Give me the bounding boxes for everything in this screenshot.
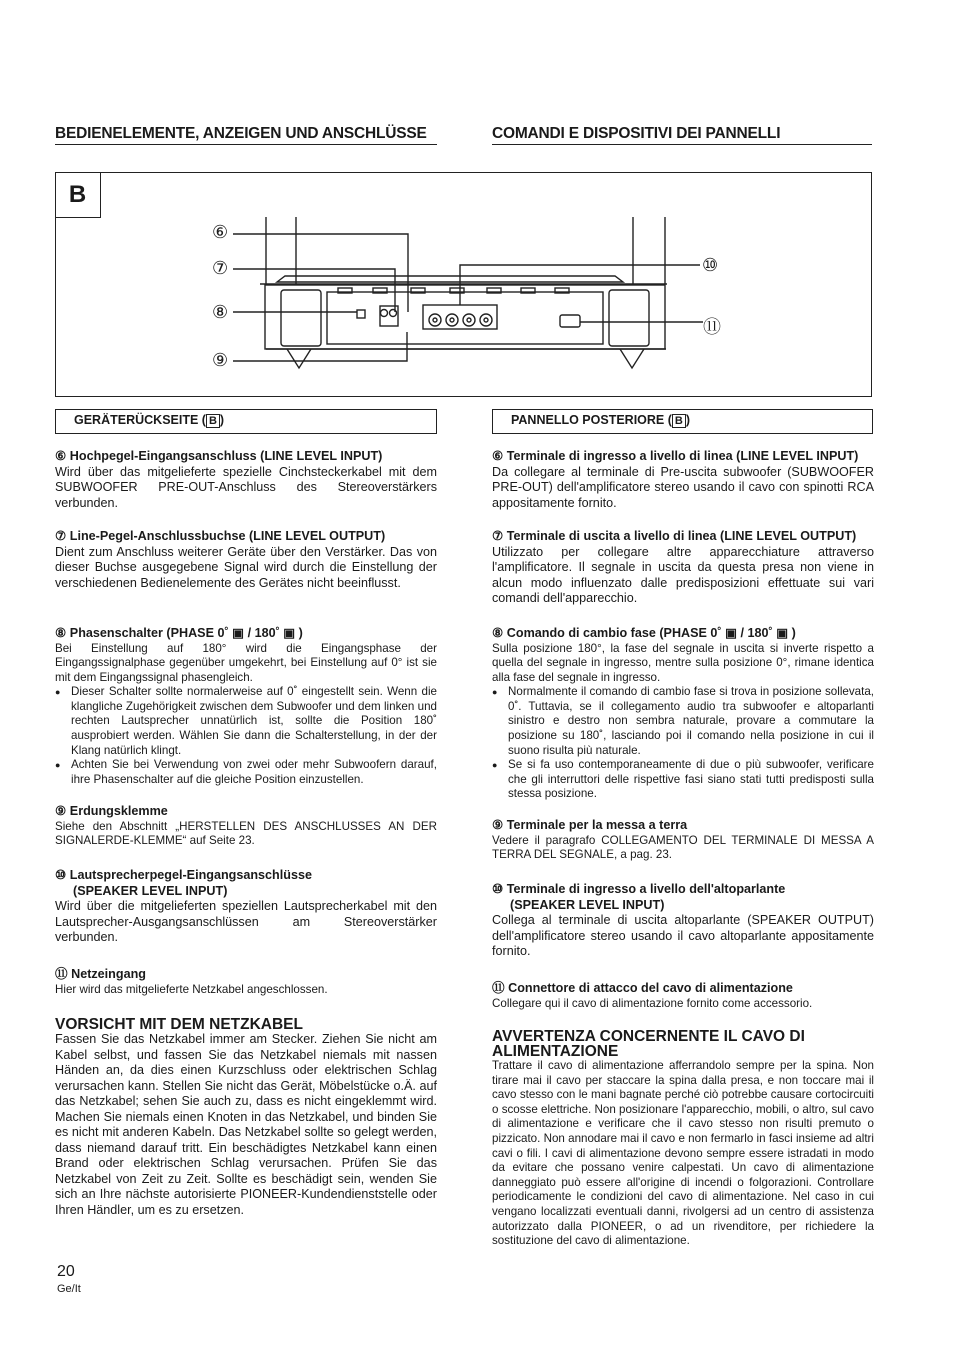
- item-11-de: ⑪ Netzeingang Hier wird das mitgelieferte Netzkabel angeschlossen.: [55, 967, 328, 996]
- callout-10: ⑩: [702, 255, 719, 275]
- rear-panel-diagram: [55, 172, 872, 397]
- item-11-it: ⑪ Connettore di attacco del cavo di alimentazione Collegare qui il cavo di alimentazione fornito come accessorio.: [492, 981, 813, 1010]
- item-8-de: ⑧ Phasenschalter (PHASE 0˚ ▣ / 180˚ ▣ ) Bei Einstellung auf 180° wird die Eingangsphase der Eingangssignalphase gegenüber umgekehrt, bei Einstellung auf 0° ist sie mit dem Eingangssignal phasengleich. ● Dieser Schalter sollte normalerweise auf 0˚ eingestellt sein. Wenn die klangliche Zugehörigkeit zwischen dem Subwoofer und dem linken und rechten Lautsprecher unnatürlich ist, sollte die Position 180˚ ausprobiert werden. Wählen Sie dann die Schalterstellung, in der der Klang natürlich klingt. ● Achten Sie bei Verwendung von zwei oder mehr Subwoofern darauf, ihre Phasenschalter auf die gleiche Position einzustellen.: [55, 626, 437, 787]
- section-title-de: BEDIENELEMENTE, ANZEIGEN UND ANSCHLÜSSE: [55, 125, 437, 145]
- callout-6: ⑥: [212, 222, 229, 242]
- page-number: 20: [57, 1263, 75, 1280]
- rear-panel-heading-it: PANNELLO POSTERIORE ( B ): [492, 409, 873, 434]
- figure-label: B: [55, 172, 101, 218]
- item-10-it: ⑩ Terminale di ingresso a livello dell'altoparlante (SPEAKER LEVEL INPUT) Collega al terminale di uscita altoparlante (SPEAKER OUTPUT) dell'amplificatore stereo usando il cavo altoparlante appositamente fornito.: [492, 882, 874, 958]
- warning-de: VORSICHT MIT DEM NETZKABEL Fassen Sie das Netzkabel immer am Stecker. Ziehen Sie nicht am Kabel selbst, und fassen Sie das Netzkabel niemals mit nassen Händen an, da dies einen Kurzschluss oder elektrischen Schlag verursachen kann. Stellen Sie nicht das Gerät, Möbelstücke o.Ä. auf das Netzkabel; sehen Sie auch zu, dass es nicht eingeklemmt wird. Machen Sie niemals einen Knoten in das Netzkabel, und binden Sie es nicht mit anderen Kabeln. Das Netzkabel sollte so gelegt werden, dass niemand darauf tritt. Ein beschädigtes Netzkabel kann einen Brand oder elektrischen Schlag verursachen. Prüfen Sie das Netzkabel von Zeit zu Zeit. Sollte es beschädigt sein, wenden Sie sich an Ihre nächste autorisierte PIONEER-Kundendienststelle oder Ihren Händler, um es zu ersetzen.: [55, 1016, 437, 1217]
- callout-9: ⑨: [212, 350, 229, 370]
- callout-11: ⑪: [703, 317, 721, 337]
- item-7-it: ⑦ Terminale di uscita a livello di linea (LINE LEVEL OUTPUT) Utilizzato per collegare altre apparecchiature attraverso l'amplificatore. Il segnale in uscita da questa presa non viene in alcun modo influenzato dalle predisposizioni effettuate sui vari comandi dell'apparecchio.: [492, 529, 874, 605]
- rear-panel-heading-de: GERÄTERÜCKSEITE ( B ): [55, 409, 437, 434]
- callout-8: ⑧: [212, 302, 229, 322]
- section-title-it: COMANDI E DISPOSITIVI DEI PANNELLI: [492, 125, 872, 145]
- warning-it: AVVERTENZA CONCERNENTE IL CAVO DI ALIMENTAZIONE Trattare il cavo di alimentazione afferrandolo sempre per la spina. Non tirare mai il cavo per staccare la spina dalla presa, e non toccare mai il cavo stesso con le mani bagnate perché ciò potrebbe causare cortocircuiti o scosse elettriche. Non posizionare l'apparecchio, mobili, o altro, sul cavo di alimentazione e verificare che il cavo stesso non risulti premuto o pizzicato. Non annodare mai il cavo e non fermarlo in fasci insieme ad altri cavi o fili. I cavi di alimentazione devono sempre essere istradati in modo da evitare che possano venire calpestati. Un cavo di alimentazione danneggiato può essere all'origine di incendi o folgorazioni. Controllare periodicamente le condizioni del cavo di alimentazione. Nel caso in cui vengano localizzati eventuali danni, rivolgersi ad un centro di assistenza autorizzato dalla PIONEER, o ad un rivenditore, per richiedere la sostituzione del cavo di alimentazione.: [492, 1028, 874, 1248]
- item-9-it: ⑨ Terminale per la messa a terra Vedere il paragrafo COLLEGAMENTO DEL TERMINALE DI MESSA A TERRA DEL SEGNALE, a pag. 23.: [492, 818, 874, 862]
- item-6-it: ⑥ Terminale di ingresso a livello di linea (LINE LEVEL INPUT) Da collegare al terminale di Pre-uscita subwoofer (SUBWOOFER PRE-OUT) dell'amplificatore stereo usando il cavo con spinotti RCA appositamente fornito.: [492, 449, 874, 510]
- item-7-de: ⑦ Line-Pegel-Anschlussbuchse (LINE LEVEL OUTPUT) Dient zum Anschluss weiterer Geräte über den Verstärker. Das von dieser Buchse ausgegebene Signal wird durch die Einstellung der verschiedenen Bedienelemente des Gerätes nicht beeinflusst.: [55, 529, 437, 590]
- callout-7: ⑦: [212, 258, 229, 278]
- item-6-de: ⑥ Hochpegel-Eingangsanschluss (LINE LEVEL INPUT) Wird über das mitgelieferte spezielle Cinchsteckerkabel mit dem SUBWOOFER PRE-OUT-Anschluss des Stereoverstärkers verbunden.: [55, 449, 437, 510]
- language-code: Ge/It: [57, 1283, 81, 1295]
- item-9-de: ⑨ Erdungsklemme Siehe den Abschnitt „HERSTELLEN DES ANSCHLUSSES AN DER SIGNALERDE-KLEMME“ auf Seite 23.: [55, 804, 437, 848]
- item-8-it: ⑧ Comando di cambio fase (PHASE 0˚ ▣ / 180˚ ▣ ) Sulla posizione 180°, la fase del segnale in uscita si inverte rispetto a quella del segnale in ingresso, mentre sulla posizione 0°, rimane identica alla fase del segnale in ingresso. ● Normalmente il comando di cambio fase si trova in posizione sollevata, 0˚. Tuttavia, se il collegamento audio tra subwoofer e altoparlanti sinistro e destro non sembra naturale, provare a commutare la posizione su 180˚, lasciando poi il comando nella posizione in cui il suono risulta più naturale. ● Se si fa uso contemporaneamente di due o più subwoofer, verificare che gli interruttori delle rispettive fasi siano stati tutti predisposti sulla stessa posizione.: [492, 626, 874, 802]
- item-10-de: ⑩ Lautsprecherpegel-Eingangsanschlüsse (SPEAKER LEVEL INPUT) Wird über die mitgelieferten speziellen Lautsprecherkabel mit den Lautsprecher-Ausgangsanschlüssen am Stereoverstärker verbunden.: [55, 868, 437, 944]
